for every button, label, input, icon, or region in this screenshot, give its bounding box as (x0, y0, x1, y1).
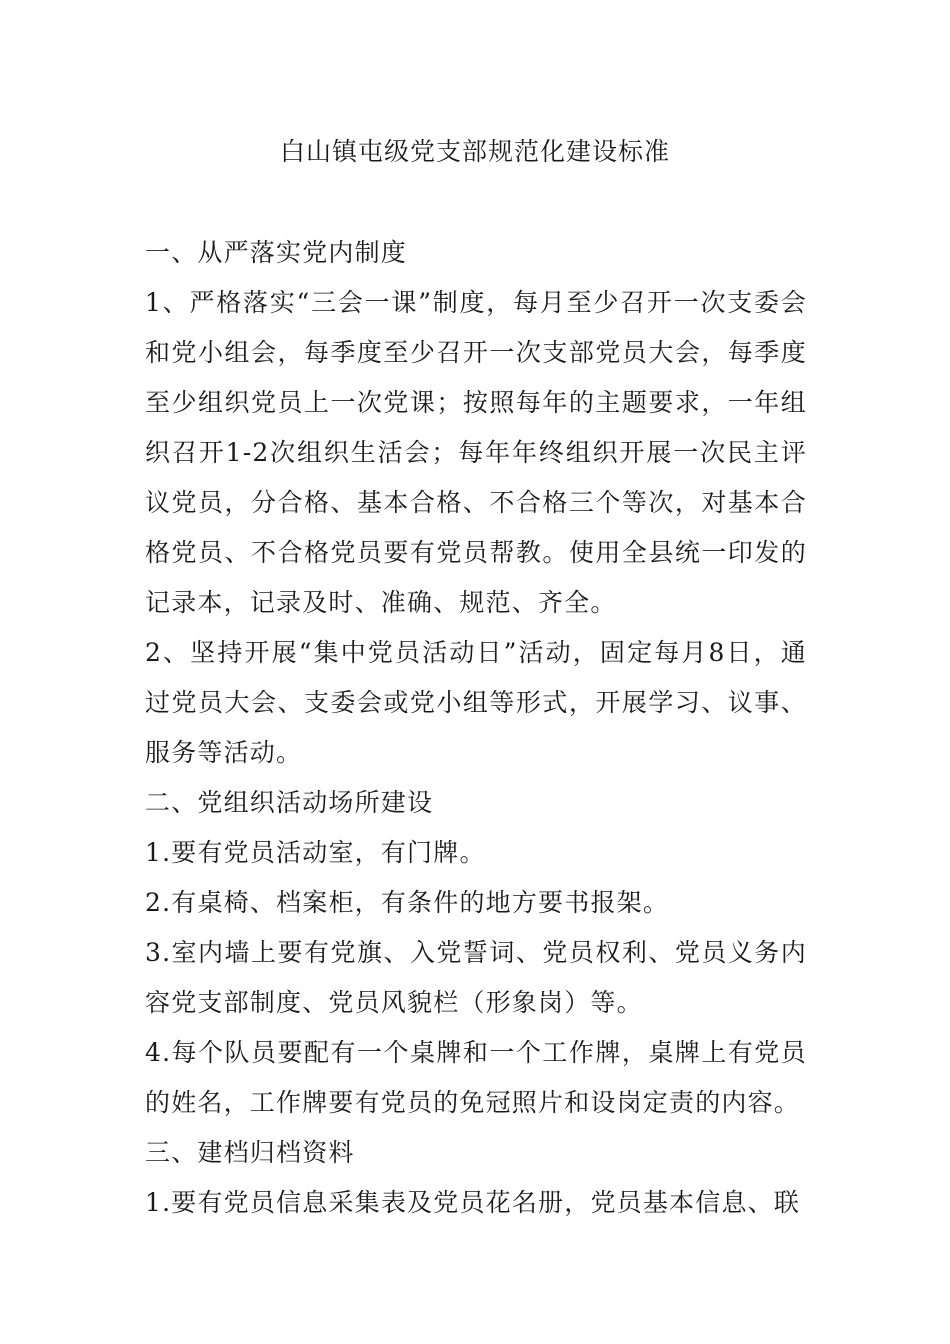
paragraph-2-4: 4.每个队员要配有一个桌牌和一个工作牌，桌牌上有党员的姓名，工作牌要有党员的免冠照片和设岗定责的内容。 (145, 1038, 807, 1117)
paragraph-3-1: 1.要有党员信息采集表及党员花名册，党员基本信息、联 (145, 1188, 801, 1217)
document-title: 白山镇屯级党支部规范化建设标准 (279, 137, 670, 166)
document-body (145, 228, 807, 1228)
paragraph-2-1: 1.要有党员活动室，有门牌。 (145, 838, 486, 867)
section-heading-1: 一、从严落实党内制度 (145, 238, 408, 267)
section-heading-2: 二、党组织活动场所建设 (145, 788, 434, 817)
paragraph-2-2: 2.有桌椅、档案柜，有条件的地方要书报架。 (145, 888, 670, 917)
section-heading-3: 三、建档归档资料 (145, 1138, 355, 1167)
paragraph-1-1: 1、严格落实“三会一课”制度，每月至少召开一次支委会和党小组会，每季度至少召开一次支部党员大会，每季度至少组织党员上一次党课；按照每年的主题要求，一年组织召开1-2次组织生活会；每年年终组织开展一次民主评议党员，分合格、基本合格、不合格三个等次，对基本合格党员、不合格党员要有党员帮教。使用全县统一印发的记录本，记录及时、准确、规范、齐全。 (145, 288, 807, 617)
paragraph-2-3: 3.室内墙上要有党旗、入党誓词、党员权利、党员义务内容党支部制度、党员风貌栏（形象岗）等。 (145, 938, 807, 1017)
paragraph-1-2: 2、坚持开展“集中党员活动日”活动，固定每月8日，通过党员大会、支委会或党小组等形式，开展学习、议事、服务等活动。 (145, 638, 807, 767)
